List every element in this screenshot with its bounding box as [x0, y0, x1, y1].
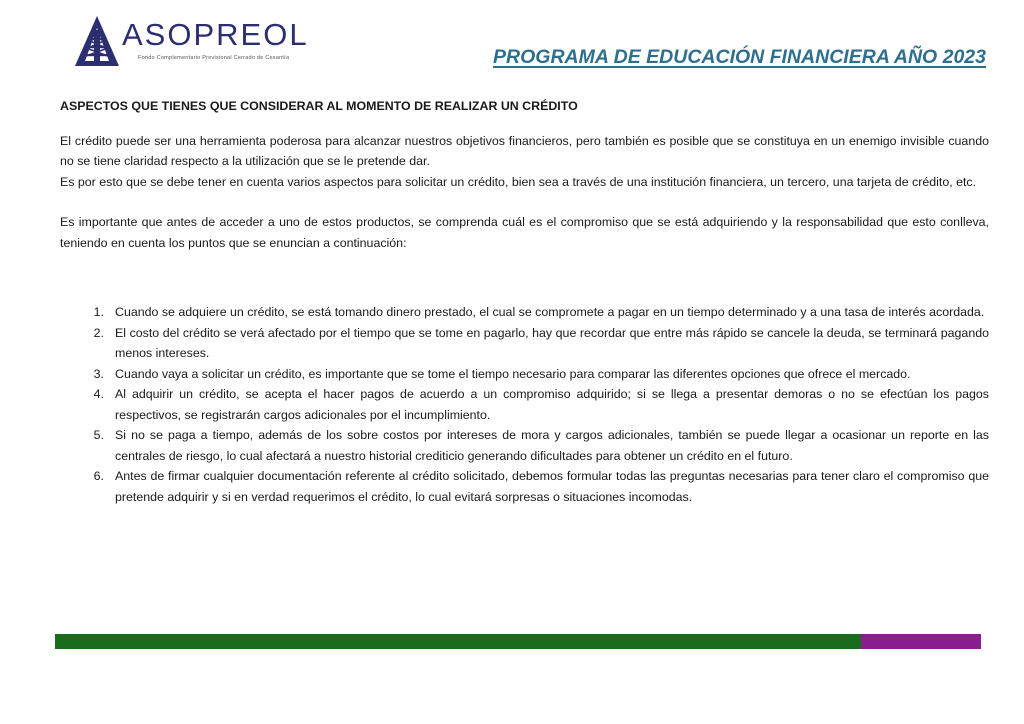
logo-tagline: Fondo Complementario Previsional Cerrado de Cesantía: [138, 55, 290, 61]
list-item: [60, 302, 989, 323]
list-item: [60, 466, 989, 507]
list-item-number: 5.: [93, 428, 104, 442]
list-item-number: 2.: [93, 325, 104, 340]
list-item: [60, 364, 989, 385]
list-item-text: El costo del crédito se verá afectado por el tiempo que se tome en pagarlo, hay que recordar que entre más rápido se cancele la deuda, se terminará pagando menos intereses.: [115, 325, 989, 360]
points-list: [60, 302, 989, 507]
asopreol-logo: [72, 14, 309, 68]
list-item-text: Cuando se adquiere un crédito, se está tomando dinero prestado, el cual se compromete a pagar en un tiempo determinado y a una tasa de interés acordada.: [115, 305, 985, 319]
list-item: [60, 323, 989, 364]
footer-bar-purple: [861, 634, 981, 649]
list-item-text: Si no se paga a tiempo, además de los sobre costos por intereses de mora y cargos adicionales, también se puede llegar a ocasionar un reporte en las centrales de riesgo, lo cual afectará a nuestro historial crediticio generando dificultades para obtener un crédito en el futuro.: [115, 428, 989, 463]
footer-bar-green: [55, 634, 861, 649]
list-item-text: Cuando vaya a solicitar un crédito, es importante que se tome el tiempo necesario para comparar las diferentes opciones que ofrece el mercado.: [115, 366, 911, 381]
document-body: [60, 96, 989, 507]
logo-wordmark: ASOPREOL: [122, 17, 309, 52]
paragraph-importance: Es importante que antes de acceder a uno de estos productos, se comprenda cuál es el compromiso que se está adquiriendo y la responsabilidad que esto conlleva, teniendo en cuenta los puntos que se enuncian a continuación:: [60, 215, 989, 250]
list-item-number: 3.: [93, 366, 104, 381]
paragraph-aspects: Es por esto que se debe tener en cuenta varios aspectos para solicitar un crédito, bien sea a través de una institución financiera, un tercero, una tarjeta de crédito, etc.: [60, 174, 977, 189]
list-item-number: 6.: [93, 469, 104, 483]
list-item: [60, 384, 989, 425]
list-item-number: 4.: [93, 387, 104, 401]
tower-logo-icon: [72, 14, 122, 68]
list-item-number: 1.: [93, 305, 104, 319]
list-item-text: Al adquirir un crédito, se acepta el hacer pagos de acuerdo a un compromiso adquirido; si se llega a presentar demoras o no se efectúan los pagos respectivos, se registrarán cargos adicionales por el incumplimiento.: [115, 387, 989, 422]
program-title: PROGRAMA DE EDUCACIÓN FINANCIERA AÑO 2023: [493, 46, 986, 68]
paragraph-intro: El crédito puede ser una herramienta poderosa para alcanzar nuestros objetivos financieros, pero también es posible que se constituya en un enemigo invisible cuando no se tiene claridad respecto a la utilización que se le pretende dar.: [60, 133, 989, 168]
list-item-text: Antes de firmar cualquier documentación referente al crédito solicitado, debemos formular todas las preguntas necesarias para tener claro el compromiso que pretende adquirir y si en verdad requerimos el crédito, lo cual evitará sorpresas o situaciones incomodas.: [115, 469, 989, 504]
list-item: [60, 425, 989, 466]
section-heading: ASPECTOS QUE TIENES QUE CONSIDERAR AL MOMENTO DE REALIZAR UN CRÉDITO: [60, 99, 578, 113]
